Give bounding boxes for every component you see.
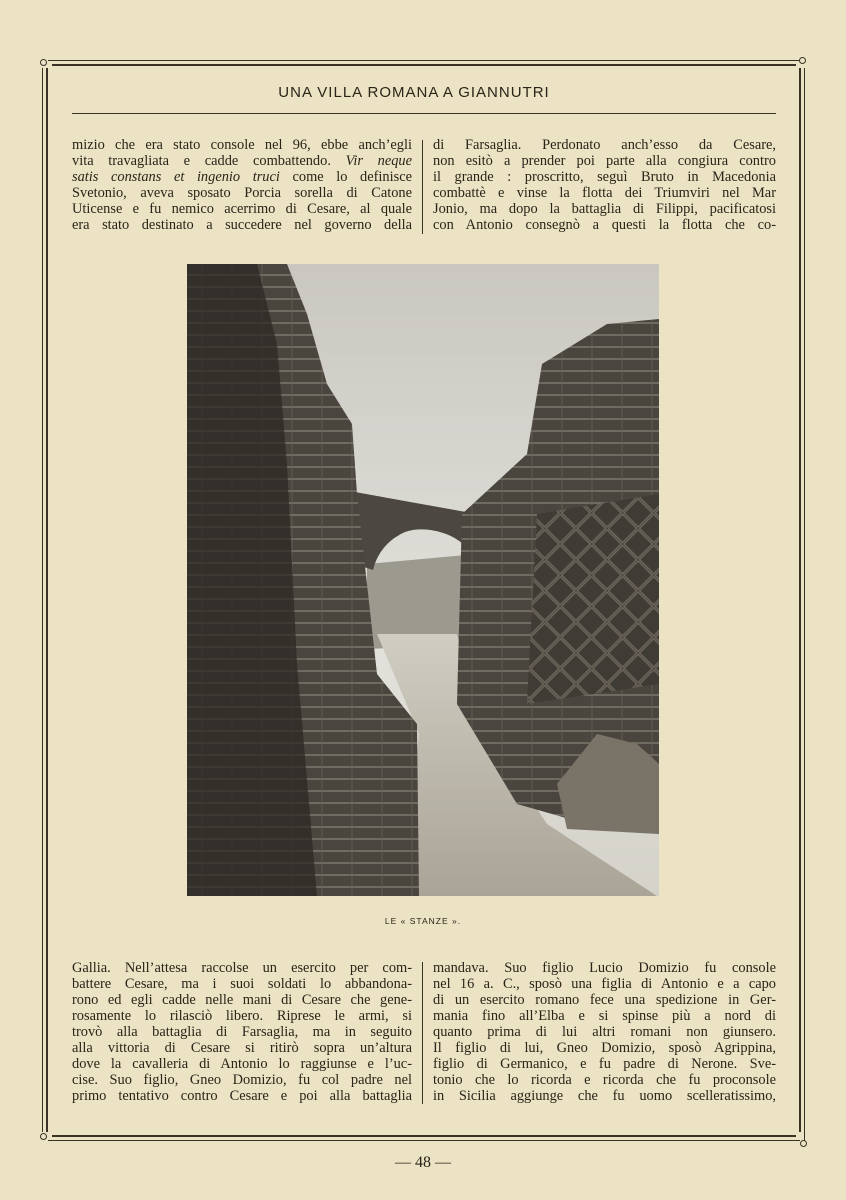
- text-line: mania fino all’Elba e si spinse più a nord di: [433, 1008, 776, 1024]
- text-line: tonio che lo ricorda e ricorda che fu proconsole: [433, 1072, 776, 1088]
- frame-corner-ornament: [800, 1140, 807, 1147]
- running-title: UNA VILLA ROMANA A GIANNUTRI: [278, 84, 550, 101]
- frame-corner-ornament: [799, 57, 806, 64]
- text-column-top-right: [433, 137, 776, 233]
- text-line: combattè e vinse la flotta dei Triumviri nel Mar: [433, 185, 776, 201]
- text-line: di un esercito romano fece una spedizione in Ger-: [433, 992, 776, 1008]
- column-divider: [422, 962, 423, 1104]
- text-line: di Farsaglia. Perdonato anch’esso da Cesare,: [433, 137, 776, 153]
- frame-left-rule-outer: [42, 68, 43, 1132]
- frame-corner-ornament: [40, 59, 47, 66]
- text-line: era stato destinato a succedere nel governo della: [72, 217, 412, 233]
- text-line: cise. Suo figlio, Gneo Domizio, fu col padre nel: [72, 1072, 412, 1088]
- text-line: mandava. Suo figlio Lucio Domizio fu console: [433, 960, 776, 976]
- text-line: Il figlio di lui, Gneo Domizio, sposò Agrippina,: [433, 1040, 776, 1056]
- frame-bottom-rule-outer: [48, 1140, 800, 1141]
- text-line: rosamente lo rilasciò libero. Riprese le armi, si: [72, 1008, 412, 1024]
- text-line: non esitò a prender poi parte alla congiura contro: [433, 153, 776, 169]
- frame-right-rule-inner: [799, 68, 801, 1132]
- latin-quote: Vir neque: [345, 153, 413, 169]
- page-number: — 48 —: [395, 1154, 451, 1171]
- text-line: nel 16 a. C., sposò una figlia di Antonio e a capo: [433, 976, 776, 992]
- text-line: con Antonio consegnò a questi la flotta che co-: [433, 217, 776, 233]
- text-line: Gallia. Nell’attesa raccolse un esercito per com-: [72, 960, 412, 976]
- text-line: mizio che era stato console nel 96, ebbe anch’egli: [72, 137, 412, 153]
- text-line: dove la cavalleria di Antonio lo raggiunse e l’uc-: [72, 1056, 412, 1072]
- text-column-bottom-right: [433, 960, 776, 1104]
- frame-corner-ornament: [40, 1133, 47, 1140]
- text-line: rono ed egli cadde nelle mani di Cesare che gene-: [72, 992, 412, 1008]
- text-line: in Sicilia aggiunge che fu uomo scelleratissimo,: [433, 1088, 776, 1104]
- text-column-bottom-left: [72, 960, 412, 1104]
- reticulate-masonry: [527, 494, 659, 704]
- text-line: Uticense e fu nemico acerrimo di Cesare, al quale: [72, 201, 412, 217]
- frame-bottom-rule-inner: [52, 1135, 796, 1137]
- text-line: il grande : proscritto, seguì Bruto in Macedonia: [433, 169, 776, 185]
- text-line: vita travagliata e cadde combattendo. Vir neque: [72, 153, 413, 169]
- text-line: primo tentativo contro Cesare e poi alla battaglia: [72, 1088, 412, 1104]
- ruins-photograph: [187, 264, 659, 896]
- text-line: Jonio, ma dopo la battaglia di Filippi, pacificatosi: [433, 201, 776, 217]
- frame-top-rule-outer: [48, 60, 800, 61]
- column-divider: [422, 140, 423, 234]
- ruins-photo-illustration: [187, 264, 659, 896]
- latin-quote: satis constans et ingenio truci: [72, 169, 280, 185]
- text-line: satis constans et ingenio truci come lo definisce: [72, 169, 412, 185]
- text-line: battere Cesare, ma i suoi soldati lo abbandona-: [72, 976, 412, 992]
- figure-caption: LE « STANZE ».: [384, 916, 462, 926]
- text-line: trovò alla battaglia di Farsaglia, ma in seguito: [72, 1024, 412, 1040]
- text-line: figlio di Germanico, e fu padre di Nerone. Sve-: [433, 1056, 776, 1072]
- frame-top-rule-inner: [52, 64, 796, 66]
- frame-right-rule-outer: [804, 68, 805, 1144]
- title-rule: [72, 113, 776, 114]
- text-line: Svetonio, aveva sposato Porcia sorella di Catone: [72, 185, 412, 201]
- text-column-top-left: [72, 137, 412, 233]
- frame-left-rule-inner: [46, 68, 48, 1132]
- text-line: alla vittoria di Cesare si ritirò sopra un’altura: [72, 1040, 412, 1056]
- text-line: quanto prima di lui altri romani non giunsero.: [433, 1024, 776, 1040]
